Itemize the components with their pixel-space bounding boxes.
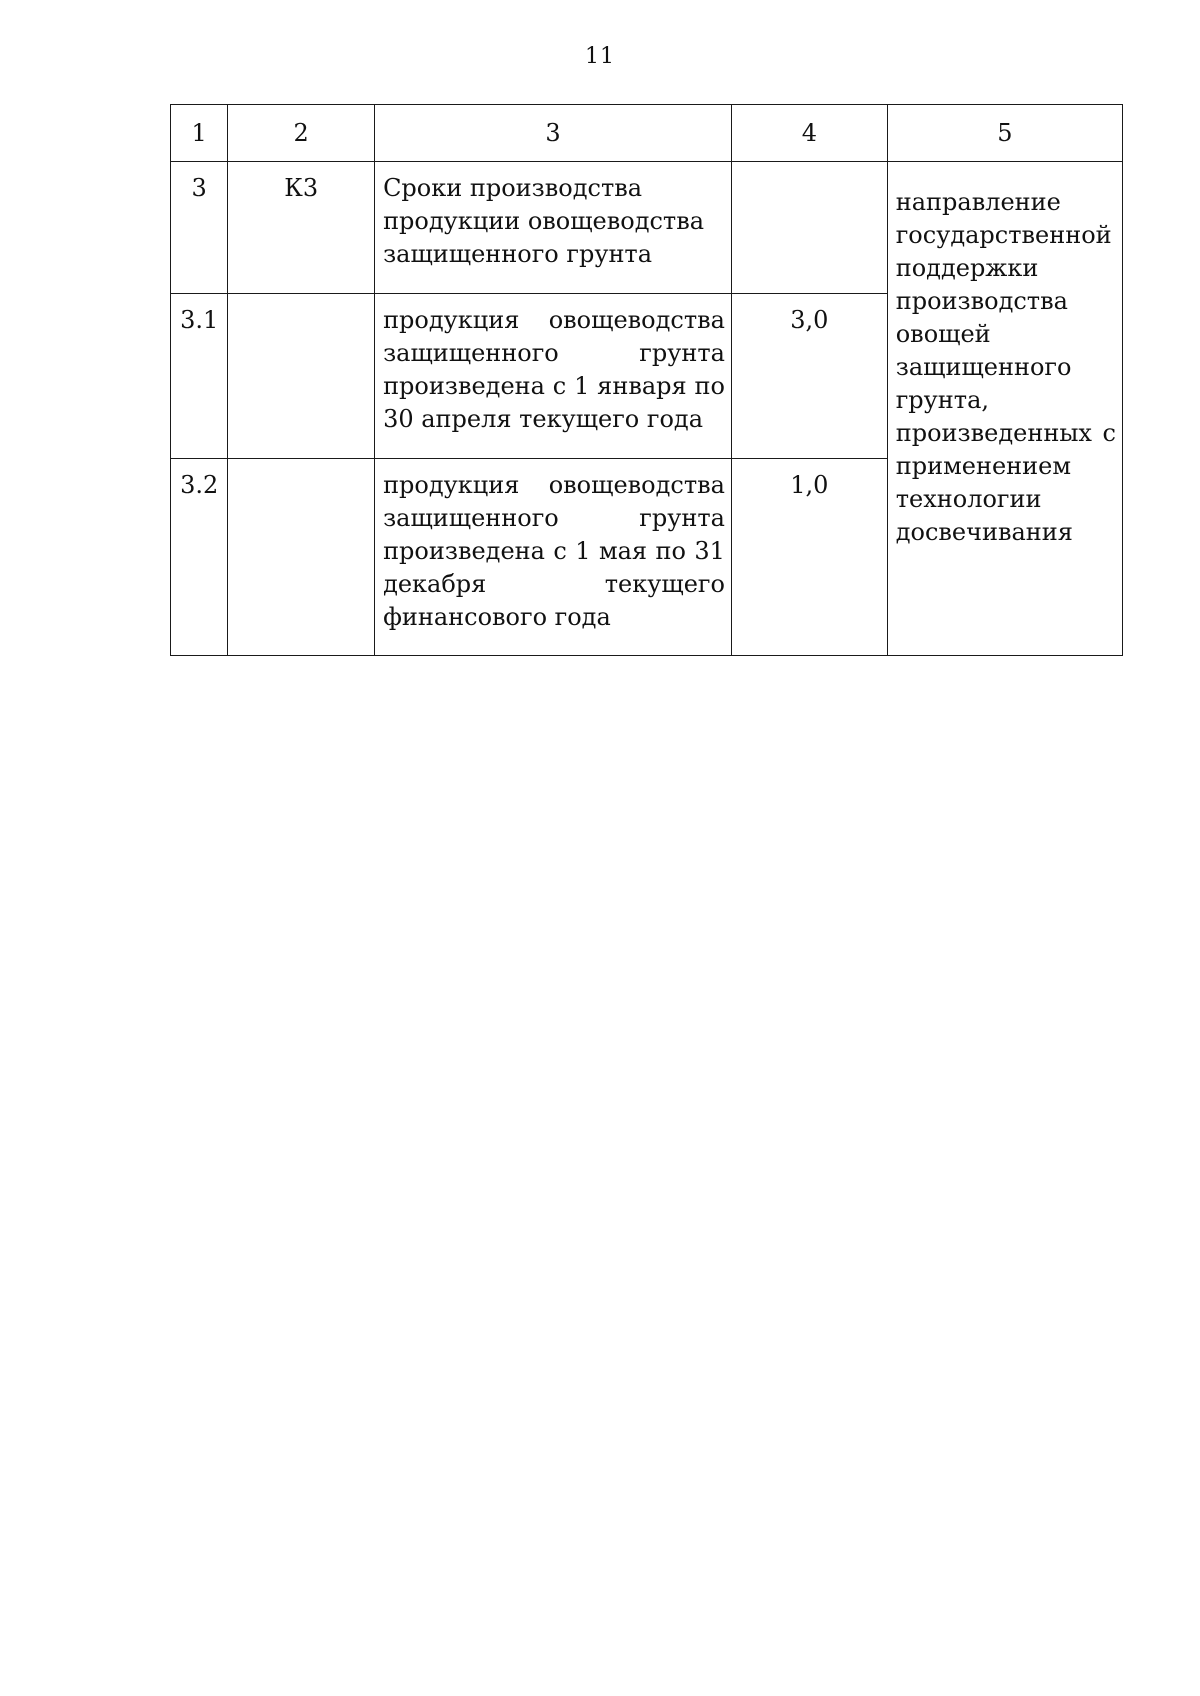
criterion-code-cell (228, 459, 375, 656)
purpose-text: направление государственной поддержки производства овощей защищенного грунта, произведенных с применением технологии досвечивания (895, 188, 1116, 546)
coefficient-cell: 1,0 (731, 459, 887, 656)
criterion-title-text: Сроки производства продукции овощеводства защищенного грунта (383, 174, 705, 268)
header-cell-5: 5 (887, 105, 1122, 162)
criterion-code-cell: К3 (228, 162, 375, 294)
coefficient-cell: 3,0 (731, 294, 887, 459)
page-number: 11 (585, 44, 615, 69)
header-cell-1: 1 (171, 105, 228, 162)
criterion-description-cell (375, 459, 732, 656)
table-header-row (171, 105, 1123, 162)
criterion-description-cell (375, 294, 732, 459)
criterion-title-cell (375, 162, 732, 294)
row-number-cell: 3 (171, 162, 228, 294)
header-cell-4: 4 (731, 105, 887, 162)
row-number-cell: 3.1 (171, 294, 228, 459)
criteria-table (170, 104, 1123, 656)
header-cell-3: 3 (375, 105, 732, 162)
criterion-description-text: продукция овощеводства защищенного грунта произведена с 1 мая по 31 декабря текущего финансового года (383, 471, 725, 631)
table-row (171, 162, 1123, 294)
coefficient-cell (731, 162, 887, 294)
purpose-cell (887, 162, 1122, 656)
criterion-code-cell (228, 294, 375, 459)
header-cell-2: 2 (228, 105, 375, 162)
criterion-description-text: продукция овощеводства защищенного грунта произведена с 1 января по 30 апреля текущего года (383, 306, 725, 433)
row-number-cell: 3.2 (171, 459, 228, 656)
